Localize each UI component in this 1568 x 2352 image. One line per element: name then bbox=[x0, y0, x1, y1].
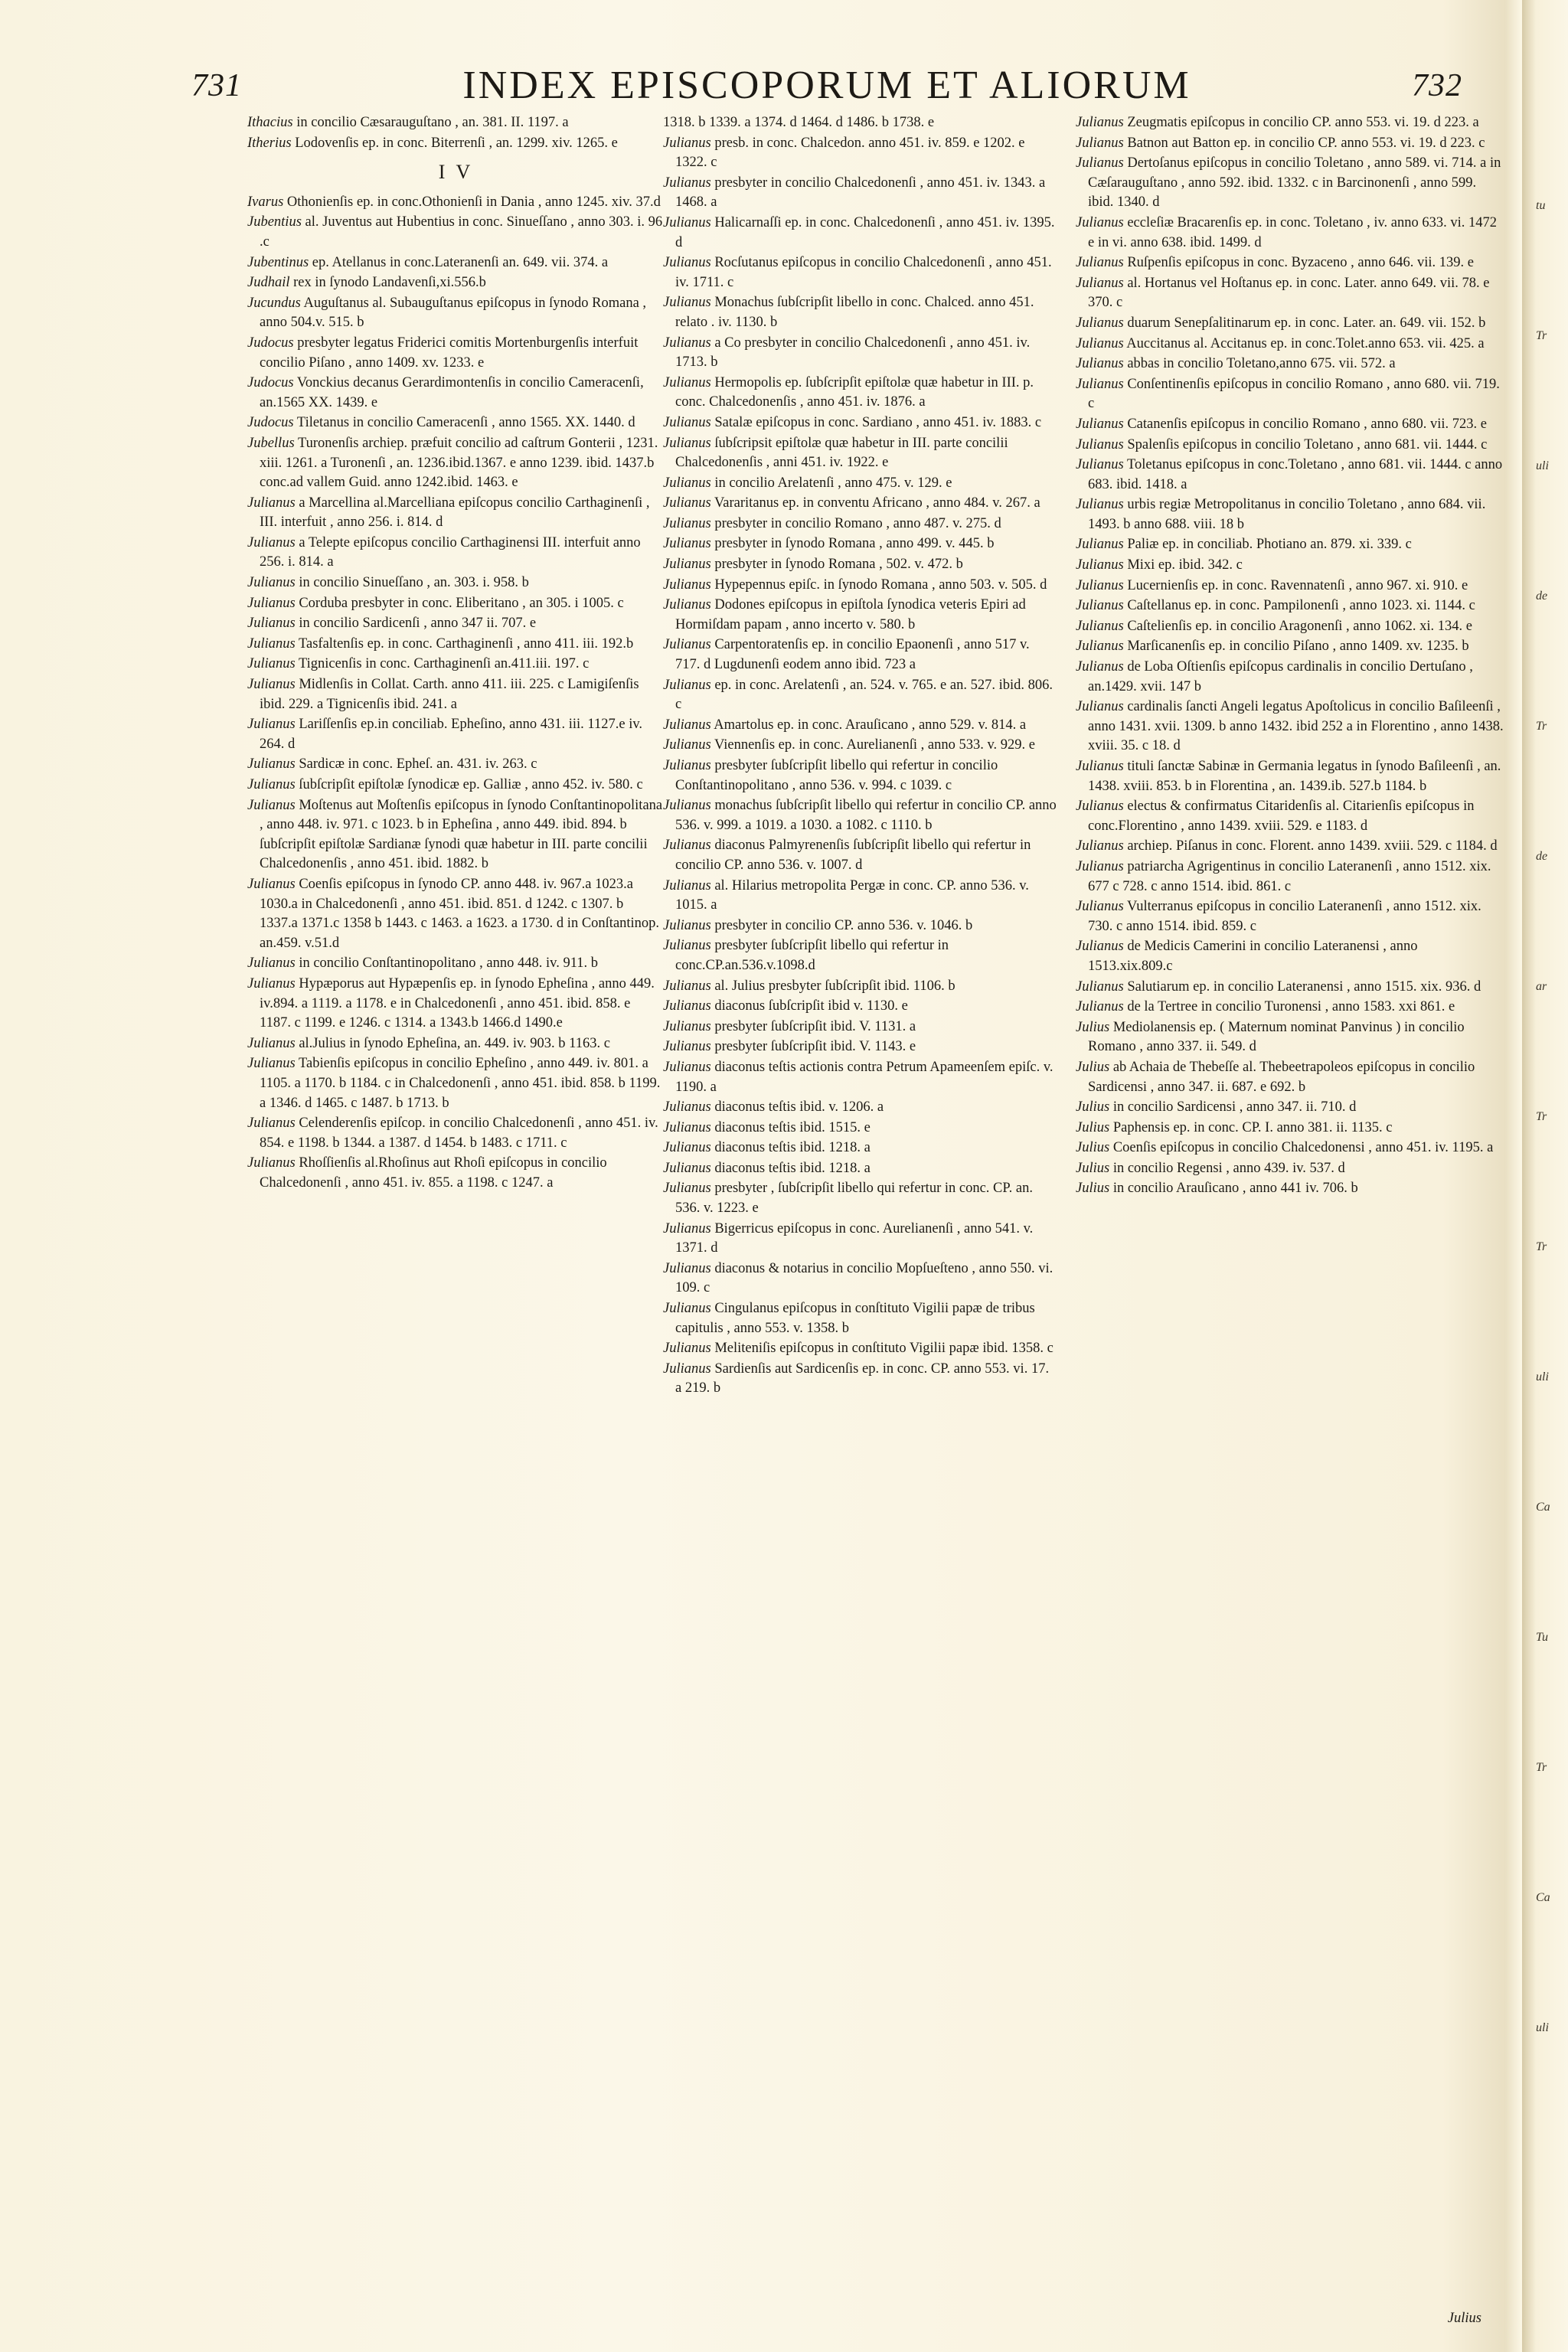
index-entry: Julianus Halicarnaſſi ep. in conc. Chalcedonenſi , anno 451. iv. 1395. d bbox=[663, 214, 1055, 250]
index-entry: Jubentius al. Juventus aut Hubentius in conc. Sinueſſano , anno 303. i. 96 .c bbox=[247, 214, 663, 250]
facing-page-fragment: de bbox=[1536, 590, 1548, 603]
index-entry: Julianus Batnon aut Batton ep. in concilio CP. anno 553. vi. 19. d 223. c bbox=[1076, 135, 1485, 151]
index-entry: Julianus diaconus & notarius in concilio Mopſueſteno , anno 550. vi. 109. c bbox=[663, 1260, 1054, 1296]
index-entry: Julianus Spalenſis epiſcopus in concilio Toletano , anno 681. vii. 1444. c bbox=[1076, 436, 1488, 452]
page-header bbox=[191, 63, 1462, 116]
index-entry: 1318. b 1339. a 1374. d 1464. d 1486. b 1738. e bbox=[663, 115, 935, 130]
index-entry: Julianus Satalæ epiſcopus in conc. Sardiano , anno 451. iv. 1883. c bbox=[663, 414, 1042, 430]
catchword-wrap bbox=[1076, 2294, 1504, 2329]
index-entry: Julianus Cingulanus epiſcopus in conſtituto Vigilii papæ de tribus capitulis , anno 553. v. 1358. b bbox=[663, 1301, 1035, 1336]
index-entry: Julianus patriarcha Agrigentinus in concilio Lateranenſi , anno 1512. xix. 677 c 728. c anno 1514. ibid. 861. c bbox=[1076, 858, 1491, 894]
index-entry: Julianus Dodones epiſcopus in epiſtola ſynodica veteris Epiri ad Hormiſdam papam , anno incerto v. 580. b bbox=[663, 597, 1026, 632]
index-entry: Judocus Vonckius decanus Gerardimontenſis in concilio Cameracenſi, an.1565 XX. 1439. e bbox=[247, 375, 644, 410]
facing-page-fragment: de bbox=[1536, 850, 1548, 863]
index-entry: Judocus Tiletanus in concilio Cameracenſi , anno 1565. XX. 1440. d bbox=[247, 415, 635, 431]
facing-page-fragment: ar bbox=[1536, 980, 1547, 993]
index-entry: Julianus Caſtellanus ep. in conc. Pampilonenſi , anno 1023. xi. 1144. c bbox=[1076, 598, 1475, 614]
index-entry: Julius Coenſis epiſcopus in concilio Chalcedonensi , anno 451. iv. 1195. a bbox=[1076, 1140, 1494, 1156]
index-entry: Judhail rex in ſynodo Landavenſi,xi.556.b bbox=[247, 275, 486, 291]
index-entry: Julianus Tasfaltenſis ep. in conc. Carthaginenſi , anno 411. iii. 192.b bbox=[247, 635, 634, 652]
index-entry: Ivarus Othonienſis ep. in conc.Othonienſi in Dania , anno 1245. xiv. 37.d bbox=[247, 194, 661, 210]
index-entry: Julianus Midlenſis in Collat. Carth. anno 411. iii. 225. c Lamigiſenſis ibid. 229. a Tignicenſis ibid. 241. a bbox=[247, 677, 639, 712]
index-entry: Julianus Mixi ep. ibid. 342. c bbox=[1076, 557, 1243, 573]
index-entry: Julianus Lucernienſis ep. in conc. Ravennatenſi , anno 967. xi. 910. e bbox=[1076, 577, 1468, 593]
facing-page-fragment: uli bbox=[1536, 1370, 1549, 1383]
index-entry: Julius in concilio Regensi , anno 439. iv. 537. d bbox=[1076, 1160, 1345, 1176]
index-entry: Julianus de Medicis Camerini in concilio Lateranensi , anno 1513.xix.809.c bbox=[1076, 939, 1418, 974]
index-entry: Julianus Auccitanus al. Accitanus ep. in conc.Tolet.anno 653. vii. 425. a bbox=[1076, 335, 1485, 351]
index-entry: Julianus al. Hortanus vel Hoſtanus ep. in conc. Later. anno 649. vii. 78. e 370. c bbox=[1076, 275, 1490, 311]
index-entry: Julianus in concilio Conſtantinopolitano , anno 448. iv. 911. b bbox=[247, 956, 599, 972]
index-entry: Julianus presbyter ſubſcripſit ibid. V. 1131. a bbox=[663, 1018, 916, 1034]
index-entry: Julianus de Loba Oſtienſis epiſcopus cardinalis in concilio Dertuſano , an.1429. xvii. 147 b bbox=[1076, 659, 1473, 694]
index-entry: Julianus presbyter , ſubſcripſit libello qui refertur in conc. CP. an. 536. v. 1223. e bbox=[663, 1181, 1033, 1217]
index-entry: Julianus Amartolus ep. in conc. Arauſicano , anno 529. v. 814. a bbox=[663, 717, 1027, 733]
facing-page-fragment: Tr bbox=[1536, 329, 1547, 342]
index-entry: Julianus Meliteniſis epiſcopus in conſtituto Vigilii papæ ibid. 1358. c bbox=[663, 1341, 1054, 1357]
index-entry: Julianus de la Tertree in concilio Turonensi , anno 1583. xxi 861. e bbox=[1076, 999, 1455, 1015]
index-entry: Julianus abbas in concilio Toletano,anno 675. vii. 572. a bbox=[1076, 356, 1396, 372]
index-entry: Julianus urbis regiæ Metropolitanus in concilio Toletano , anno 684. vii. 1493. b anno 688. viii. 18 b bbox=[1076, 497, 1486, 532]
catchword: Julius bbox=[1447, 2311, 1481, 2327]
index-entry: Itherius Lodovenſis ep. in conc. Biterrenſi , an. 1299. xiv. 1265. e bbox=[247, 135, 618, 151]
index-entry: Julianus Paliæ ep. in conciliab. Photiano an. 879. xi. 339. c bbox=[1076, 537, 1412, 553]
index-entry: Julianus Lariſſenſis ep.in conciliab. Epheſino, anno 431. iii. 1127.e iv. 264. d bbox=[247, 717, 643, 752]
index-entry: Julianus Hypæporus aut Hypæpenſis ep. in ſynodo Epheſina , anno 449. iv.894. a 1119. a 1178. e in Chalcedonenſi , anno 451. ibid. 858. e 1187. c 1199. e 1246. c 1314. a 1343.b 1466.d 1490.e bbox=[247, 975, 655, 1031]
index-entry: Julius in concilio Arauſicano , anno 441 iv. 706. b bbox=[1076, 1181, 1358, 1197]
index-column-2 bbox=[663, 113, 1057, 1400]
index-entry: Julianus diaconus teſtis ibid. v. 1206. a bbox=[663, 1099, 884, 1116]
index-entry: Julianus Conſentinenſis epiſcopus in concilio Romano , anno 680. vii. 719. c bbox=[1076, 376, 1500, 412]
index-entry: Julius Paphensis ep. in conc. CP. I. anno 381. ii. 1135. c bbox=[1076, 1119, 1393, 1135]
index-entry: Julianus Catanenſis epiſcopus in concilio Romano , anno 680. vii. 723. e bbox=[1076, 416, 1487, 432]
index-entry: Julianus electus & confirmatus Citaridenſis al. Citarienſis epiſcopus in conc.Florentino , anno 1439. xviii. 529. e 1183. d bbox=[1076, 799, 1475, 834]
index-entry: Julianus cardinalis ſancti Angeli legatus Apoſtolicus in concilio Baſileenſi , anno 1431. xvii. 1309. b anno 1432. ibid 252 a in Florentino , anno 1438. xviii. 35. c 18. d bbox=[1076, 699, 1504, 754]
index-entry: Julianus ep. in conc. Arelatenſi , an. 524. v. 765. e an. 527. ibid. 806. c bbox=[663, 677, 1054, 713]
index-entry: Julianus Rocſutanus epiſcopus in concilio Chalcedonenſi , anno 451. iv. 1711. c bbox=[663, 255, 1052, 290]
page-number-left: 731 bbox=[191, 68, 242, 103]
index-entry: Julianus diaconus teſtis ibid. 1218. a bbox=[663, 1140, 871, 1156]
page-number-right: 732 bbox=[1412, 68, 1462, 103]
index-entry: Jubentinus ep. Atellanus in conc.Lateranenſi an. 649. vii. 374. a bbox=[247, 254, 609, 270]
index-entry: Julianus Hermopolis ep. ſubſcripſit epiſtolæ quæ habetur in III. p. conc. Chalcedonenſis , anno 451. iv. 1876. a bbox=[663, 374, 1034, 410]
facing-page-fragment: Tr bbox=[1536, 1110, 1547, 1123]
index-entry: Julianus Toletanus epiſcopus in conc.Toletano , anno 681. vii. 1444. c anno 683. ibid. 1418. a bbox=[1076, 457, 1503, 492]
index-entry: Julianus archiep. Piſanus in conc. Florent. anno 1439. xviii. 529. c 1184. d bbox=[1076, 838, 1498, 854]
index-entry: Julianus in concilio Sardicenſi , anno 347 ii. 707. e bbox=[247, 616, 537, 632]
index-entry: Julianus Sardicæ in conc. Epheſ. an. 431. iv. 263. c bbox=[247, 756, 537, 773]
index-entry: Julianus diaconus ſubſcripſit ibid v. 1130. e bbox=[663, 998, 908, 1014]
index-entry: Julianus Viennenſis ep. in conc. Aurelianenſi , anno 533. v. 929. e bbox=[663, 737, 1035, 753]
index-entry: Julius in concilio Sardicensi , anno 347. ii. 710. d bbox=[1076, 1099, 1357, 1116]
index-column-3 bbox=[1076, 113, 1504, 1200]
index-entry: Julianus Corduba presbyter in conc. Eliberitano , an 305. i 1005. c bbox=[247, 595, 624, 611]
index-entry: Julianus Celenderenſis epiſcop. in concilio Chalcedonenſi , anno 451. iv. 854. e 1198. b 1344. a 1387. d 1454. b 1483. c 1711. c bbox=[247, 1116, 658, 1151]
index-entry: Julianus Moſtenus aut Moſtenſis epiſcopus in ſynodo Conſtantinopolitana , anno 448. iv. 971. c 1023. b in Epheſina , anno 449. ibid. 894. b ſubſcripſit epiſtolæ Sardianæ ſynodi quæ habetur in III. parte concilii Chalcedonenſis , anno 451. ibid. 1882. b bbox=[247, 797, 663, 872]
index-entry: Julianus Rhoſſienſis al.Rhoſinus aut Rhoſi epiſcopus in concilio Chalcedonenſi , anno 451. iv. 855. a 1198. c 1247. a bbox=[247, 1155, 607, 1191]
index-entry: Julianus Vulterranus epiſcopus in concilio Lateranenſi , anno 1512. xix. 730. c anno 1514. ibid. 859. c bbox=[1076, 899, 1481, 934]
index-entry: Julianus Ruſpenſis epiſcopus in conc. Byzaceno , anno 646. vii. 139. e bbox=[1076, 255, 1474, 271]
index-entry: Julianus presbyter in concilio CP. anno 536. v. 1046. b bbox=[663, 917, 973, 933]
index-entry: Julianus al. Julius presbyter ſubſcripſit ibid. 1106. b bbox=[663, 978, 956, 994]
index-entry: Julianus eccleſiæ Bracarenſis ep. in conc. Toletano , iv. anno 633. vi. 1472 e in vi. anno 638. ibid. 1499. d bbox=[1076, 214, 1497, 250]
index-entry: Julius ab Achaia de Thebeſſe al. Thebeetrapoleos epiſcopus in concilio Sardicensi , anno 347. ii. 687. e 692. b bbox=[1076, 1059, 1475, 1095]
index-entry: Julianus Sardienſis aut Sardicenſis ep. in conc. CP. anno 553. vi. 17. a 219. b bbox=[663, 1361, 1050, 1396]
index-entry: Ithacius in concilio Cæsarauguſtano , an. 381. II. 1197. a bbox=[247, 115, 569, 130]
index-entry: Julianus Zeugmatis epiſcopus in concilio CP. anno 553. vi. 19. d 223. a bbox=[1076, 115, 1479, 130]
index-entry: Julianus Coenſis epiſcopus in ſynodo CP. anno 448. iv. 967.a 1023.a 1030.a in Chalcedonenſi , anno 451. ibid. 851. d 1242. c 1307. b 1337.a 1371.c 1358 b 1443. c 1463. a 1623. a 1730. d in Conſtantinop. an.459. v.51.d bbox=[247, 876, 660, 951]
index-entry: Julianus diaconus Palmyrenenſis ſubſcripſit libello qui refertur in concilio CP. anno 536. v. 1007. d bbox=[663, 838, 1031, 873]
index-entry: Julianus presbyter in ſynodo Romana , 502. v. 472. b bbox=[663, 557, 963, 573]
index-entry: Julianus diaconus teſtis ibid. 1218. a bbox=[663, 1160, 871, 1176]
index-entry: Julianus diaconus teſtis actionis contra Petrum Apameenſem epiſc. v. 1190. a bbox=[663, 1059, 1054, 1095]
index-entry: Julianus monachus ſubſcripſit libello qui refertur in concilio CP. anno 536. v. 999. a 1019. a 1030. a 1082. c 1110. b bbox=[663, 798, 1057, 833]
index-entry: Julianus a Marcellina al.Marcelliana epiſcopus concilio Carthaginenſi , III. interfuit , anno 256. i. 814. d bbox=[247, 495, 650, 531]
facing-page-fragment: uli bbox=[1536, 459, 1549, 472]
index-entry: Jucundus Auguſtanus al. Subauguſtanus epiſcopus in ſynodo Romana , anno 504.v. 515. b bbox=[247, 295, 647, 331]
index-entry: Julianus Salutiarum ep. in concilio Lateranensi , anno 1515. xix. 936. d bbox=[1076, 978, 1481, 995]
index-entry: Julianus Vararitanus ep. in conventu Africano , anno 484. v. 267. a bbox=[663, 495, 1040, 511]
facing-page-fragment: Tr bbox=[1536, 720, 1547, 733]
index-entry: Julianus presbyter ſubſcripſit libello qui refertur in concilio Conſtantinopolitano , anno 536. v. 994. c 1039. c bbox=[663, 758, 998, 793]
facing-page-fragment: Ca bbox=[1536, 1891, 1550, 1904]
facing-page-fragment: tu bbox=[1536, 199, 1546, 212]
index-entry: Julius Mediolanensis ep. ( Maternum nominat Panvinus ) in concilio Romano , anno 337. ii. 549. d bbox=[1076, 1019, 1465, 1055]
index-entry: Julianus Bigerricus epiſcopus in conc. Aurelianenſi , anno 541. v. 1371. d bbox=[663, 1220, 1034, 1256]
section-heading: I V bbox=[438, 161, 474, 184]
index-entry: Julianus presb. in conc. Chalcedon. anno 451. iv. 859. e 1202. e 1322. c bbox=[663, 135, 1025, 171]
index-entry: Julianus in concilio Sinueſſano , an. 303. i. 958. b bbox=[247, 575, 529, 591]
index-entry: Julianus Marſicanenſis ep. in concilio Piſano , anno 1409. xv. 1235. b bbox=[1076, 639, 1469, 655]
index-entry: Julianus ſubſcripſit epiſtolæ ſynodicæ ep. Galliæ , anno 452. iv. 580. c bbox=[247, 777, 643, 792]
index-entry: Julianus al.Julius in ſynodo Epheſina, an. 449. iv. 903. b 1163. c bbox=[247, 1035, 610, 1051]
index-entry: Julianus Carpentoratenſis ep. in concilio Epaonenſi , anno 517 v. 717. d Lugdunenſi eodem anno ibid. 723 a bbox=[663, 637, 1030, 673]
facing-page-fragment: Ca bbox=[1536, 1501, 1550, 1514]
index-entry: Julianus a Co presbyter in concilio Chalcedonenſi , anno 451. iv. 1713. b bbox=[663, 335, 1031, 371]
index-entry: Jubellus Turonenſis archiep. præfuit concilio ad caſtrum Gonterii , 1231. xiii. 1261. a Turonenſi , an. 1236.ibid.1367. e anno 1239. ibid. 1437.b conc.ad vallem Guid. anno 1242.ibid. 1463. e bbox=[247, 435, 658, 491]
index-entry: Julianus presbyter in concilio Romano , anno 487. v. 275. d bbox=[663, 515, 1001, 531]
index-entry: Julianus Dertoſanus epiſcopus in concilio Toletano , anno 589. vi. 714. a in Cæſarauguſtano , anno 592. ibid. 1332. c in Barcinonenſi , anno 599. ibid. 1340. d bbox=[1076, 155, 1501, 211]
index-entry: Julianus presbyter ſubſcripſit ibid. V. 1143. e bbox=[663, 1039, 916, 1055]
index-entry: Julianus Hypepennus epiſc. in ſynodo Romana , anno 503. v. 505. d bbox=[663, 577, 1047, 593]
facing-page-edge bbox=[1522, 0, 1568, 2352]
index-entry: Julianus presbyter in concilio Chalcedonenſi , anno 451. iv. 1343. a 1468. a bbox=[663, 175, 1046, 211]
facing-page-fragment: Tr bbox=[1536, 1240, 1547, 1253]
index-entry: Julianus presbyter ſubſcripſit libello qui refertur in conc.CP.an.536.v.1098.d bbox=[663, 938, 949, 973]
index-entry: Julianus presbyter in ſynodo Romana , anno 499. v. 445. b bbox=[663, 536, 995, 552]
facing-page-fragment: uli bbox=[1536, 2021, 1549, 2034]
index-entry: Julianus diaconus teſtis ibid. 1515. e bbox=[663, 1119, 871, 1135]
index-entry: Julianus tituli ſanctæ Sabinæ in Germania legatus in ſynodo Baſileenſi , an. 1438. xviii. 853. b in Florentina , an. 1439.ib. 527.b 1184. b bbox=[1076, 759, 1501, 794]
index-entry: Julianus ſubſcripsit epiſtolæ quæ habetur in III. parte concilii Chalcedonenſis , anni 451. iv. 1922. e bbox=[663, 435, 1008, 471]
index-entry: Julianus Tignicenſis in conc. Carthaginenſi an.411.iii. 197. c bbox=[247, 656, 590, 672]
index-entry: Julianus Caſtelienſis ep. in concilio Aragonenſi , anno 1062. xi. 134. e bbox=[1076, 618, 1472, 634]
index-entry: Julianus Monachus ſubſcripſit libello in conc. Chalced. anno 451. relato . iv. 1130. b bbox=[663, 295, 1034, 330]
index-entry: Julianus al. Hilarius metropolita Pergæ in conc. CP. anno 536. v. 1015. a bbox=[663, 877, 1029, 913]
index-entry: Julianus a Telepte epiſcopus concilio Carthaginensi III. interfuit anno 256. i. 814. a bbox=[247, 534, 641, 570]
index-entry: Julianus duarum Senepſalitinarum ep. in conc. Later. an. 649. vii. 152. b bbox=[1076, 315, 1486, 331]
facing-page-fragment: Tr bbox=[1536, 1761, 1547, 1774]
index-entry: Julianus in concilio Arelatenſi , anno 475. v. 129. e bbox=[663, 475, 952, 491]
index-entry: Julianus Tabienſis epiſcopus in concilio Epheſino , anno 449. iv. 801. a 1105. a 1170. b 1184. c in Chalcedonenſi , anno 451. ibid. 858. b 1199. a 1346. d 1465. c 1487. b 1713. b bbox=[247, 1056, 661, 1111]
facing-page-fragment: Tu bbox=[1536, 1631, 1549, 1644]
index-entry: Judocus presbyter legatus Friderici comitis Mortenburgenſis interfuit concilio Piſano , anno 1409. xv. 1233. e bbox=[247, 335, 639, 371]
index-column-1 bbox=[247, 113, 665, 1194]
page-title: INDEX EPISCOPORUM ET ALIORUM bbox=[462, 64, 1191, 107]
